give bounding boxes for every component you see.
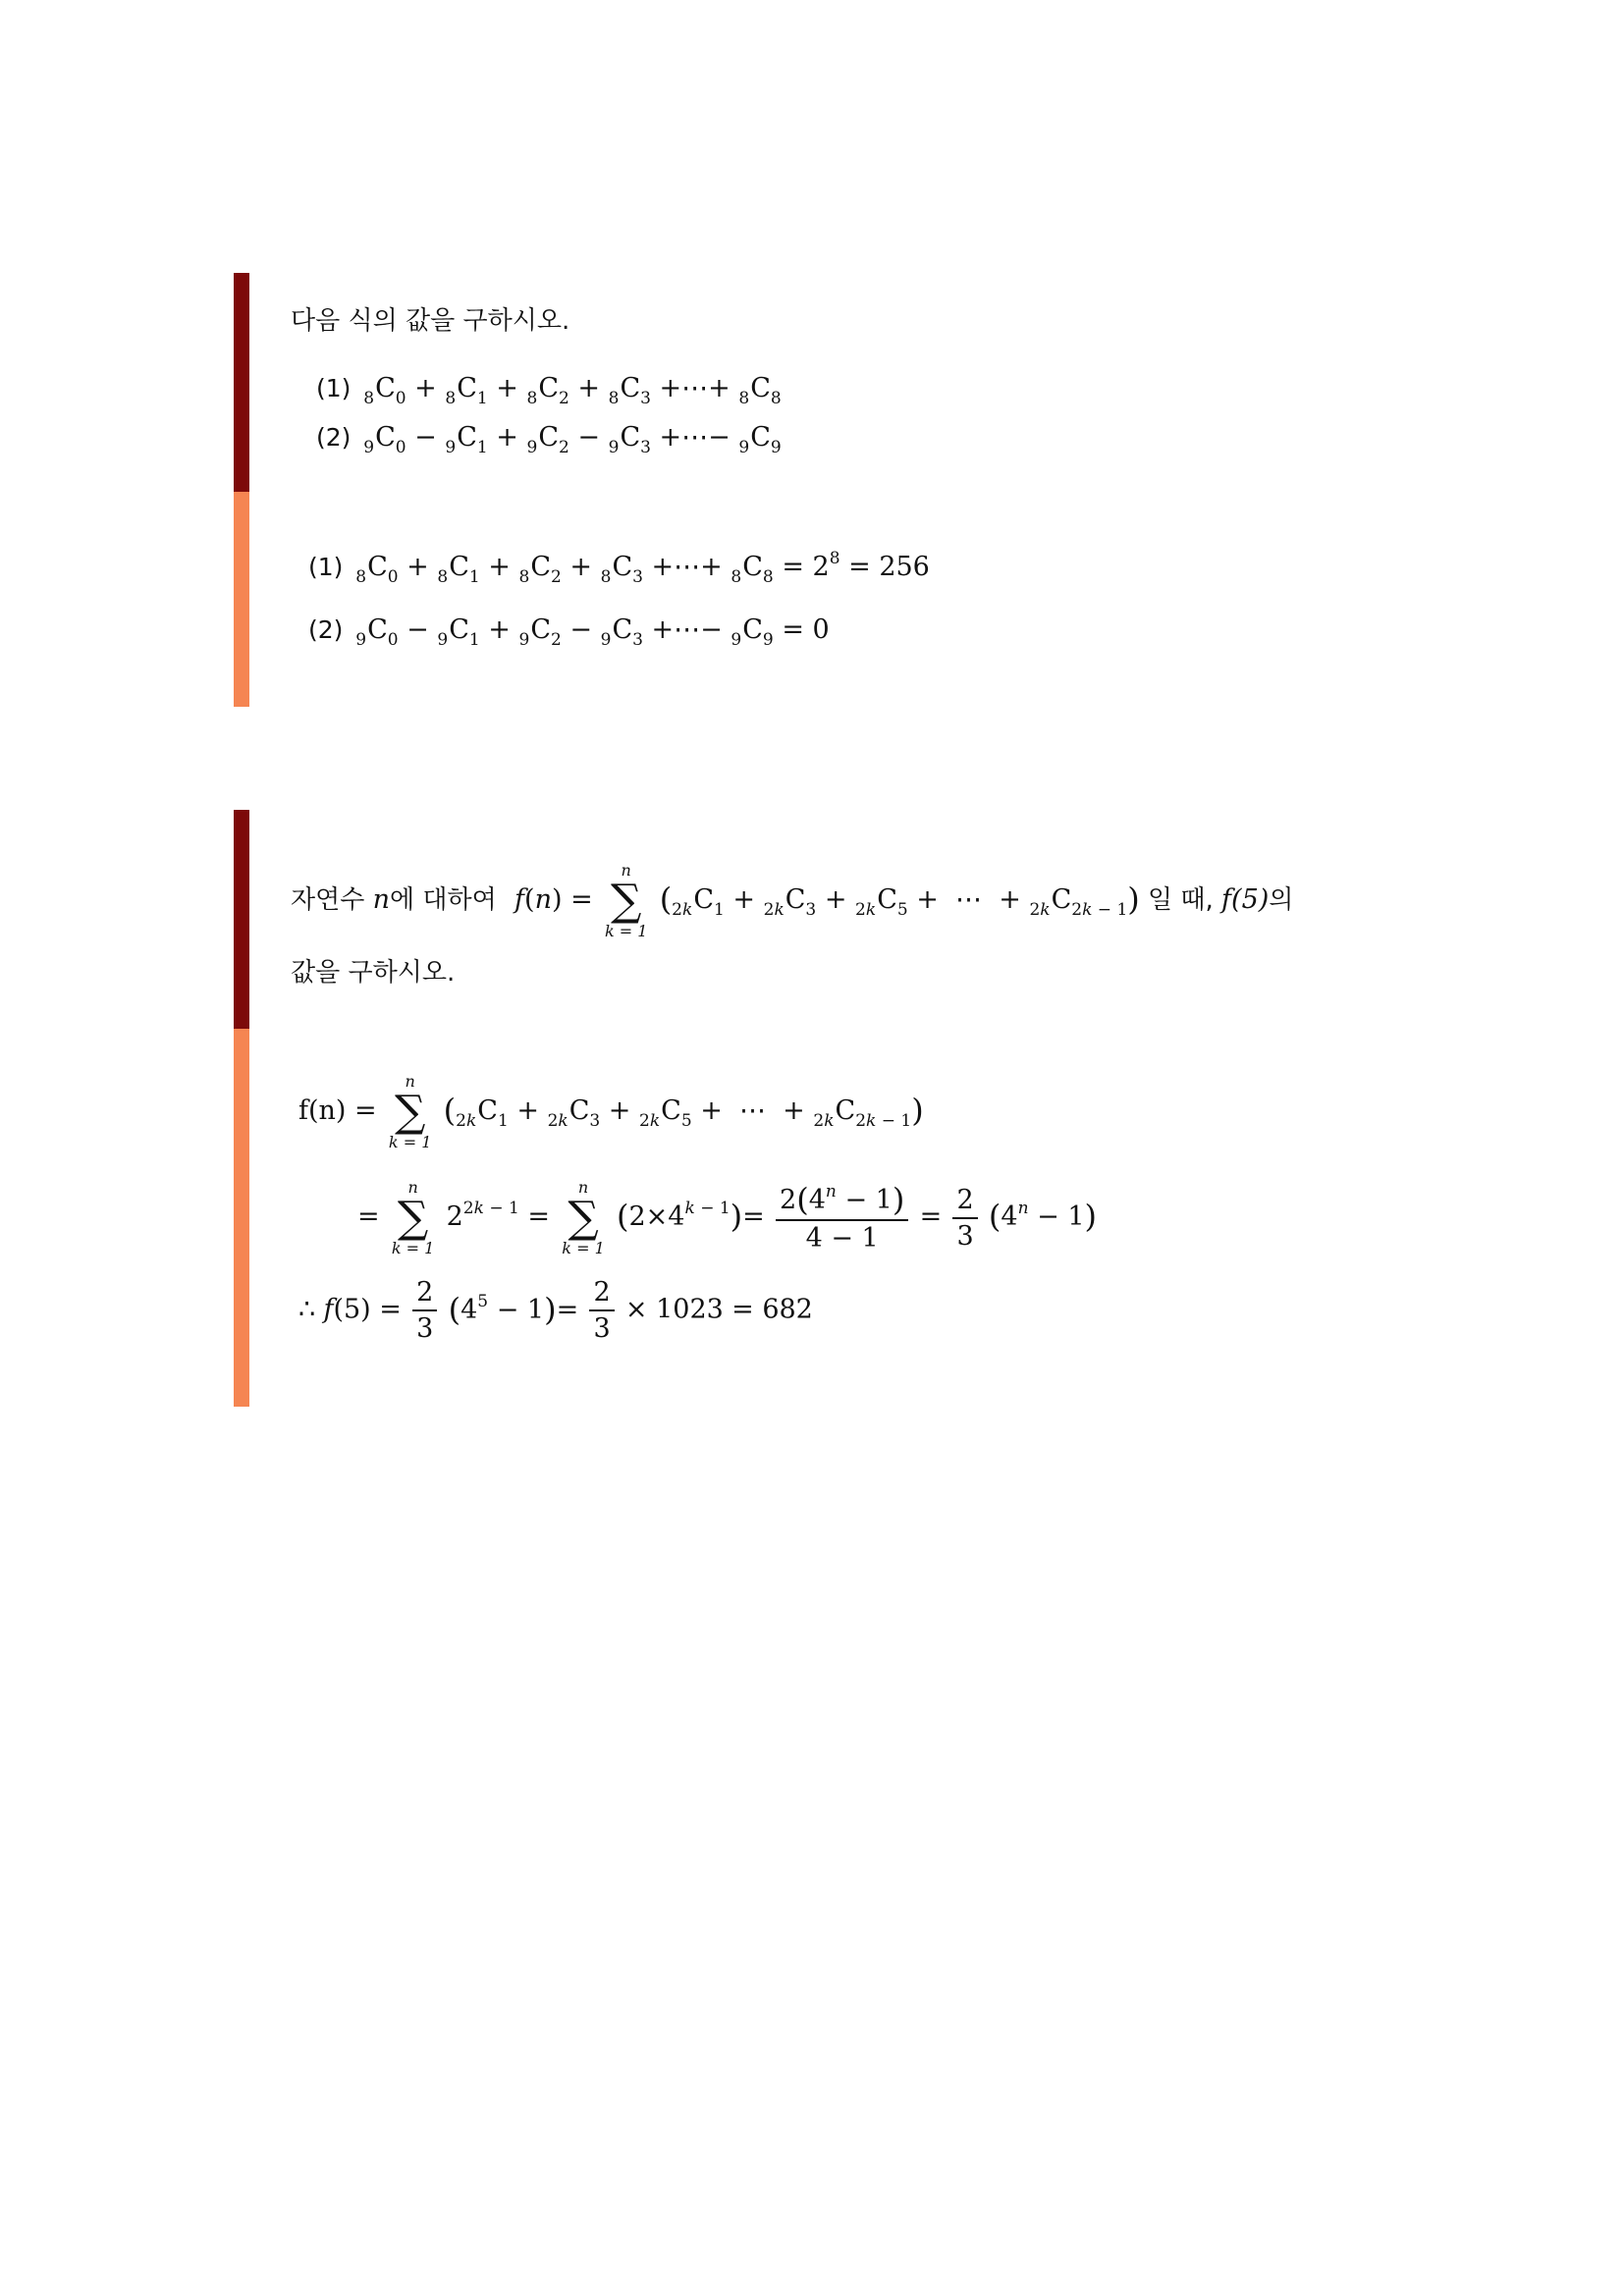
summation: n ∑ k = 1 <box>562 1178 605 1257</box>
solution-line-3: ∴ f(5) = $\frac{2}{3}$ $(4^5 - 1)=$ $\frac{2}{3}$ × 1023 = 682 <box>298 1277 813 1344</box>
item-label: (1) <box>308 553 344 581</box>
expression: $_9C_0 - _9C_1 + _9C_2 - _9C_3$ +⋯− $_9C_9$ <box>363 422 782 457</box>
item-label: (2) <box>308 615 344 644</box>
summation: n ∑ k = 1 <box>388 1072 432 1151</box>
solution-item-2 <box>308 616 830 649</box>
summation: n ∑ k = 1 <box>391 1178 435 1257</box>
problem-prompt: 다음 식의 값을 구하시오. <box>291 306 570 336</box>
summation: n ∑ k = 1 <box>604 861 648 940</box>
fraction: $\frac{2}{3}$ <box>412 1279 437 1342</box>
answer-bar <box>234 1029 249 1407</box>
solution-line-2: = n ∑ k = 1 $2^{2k - 1}$ = n ∑ k = 1 $(2\times 4^{k - 1})=$ $\frac{2(4^n - 1)}{4 - 1}$ = $\frac{2}{3}$ $(4^n - 1)$ <box>357 1178 1097 1257</box>
question-bar <box>234 810 249 1029</box>
expression: $_8C_0 + _8C_1 + _8C_2 + _8C_3$ +⋯+ $_8C_8 = 2^8 = 256$ <box>355 549 930 587</box>
question-bar <box>234 273 249 492</box>
expression: $_8C_0 + _8C_1 + _8C_2 + _8C_3$ +⋯+ $_8C_8$ <box>363 373 782 408</box>
item-label: (2) <box>316 423 352 452</box>
problem-block-1 <box>234 273 1363 707</box>
fraction: $\frac{2}{3}$ <box>589 1279 614 1342</box>
problem-item-1 <box>316 375 782 407</box>
solution-item-1 <box>308 551 930 586</box>
item-label: (1) <box>316 374 352 402</box>
problem-prompt-line-1: 자연수 n에 대하여 f(n) = n ∑ k = 1 ($_{2k}C_1 + _{2k}C_3 + _{2k}C_5$ + ⋯ + $_{2k}C_{2k - 1}$) 일 때, f(5)의 <box>291 861 1294 940</box>
problem-prompt-line-2: 값을 구하시오. <box>291 958 456 988</box>
solution-line-1: f(n) = n ∑ k = 1 ($_{2k}C_1 + _{2k}C_3 + _{2k}C_5$ + ⋯ + $_{2k}C_{2k - 1}$) <box>298 1072 924 1151</box>
problem-item-2 <box>316 424 782 456</box>
problem-block-2 <box>234 810 1363 1407</box>
fraction: $\frac{2}{3}$ <box>952 1187 977 1250</box>
expression: $_9C_0 - _9C_1 + _9C_2 - _9C_3$ +⋯− $_9C_9 = 0$ <box>355 614 830 650</box>
answer-bar <box>234 492 249 707</box>
fraction: $\frac{2(4^n - 1)}{4 - 1}$ <box>776 1184 908 1252</box>
